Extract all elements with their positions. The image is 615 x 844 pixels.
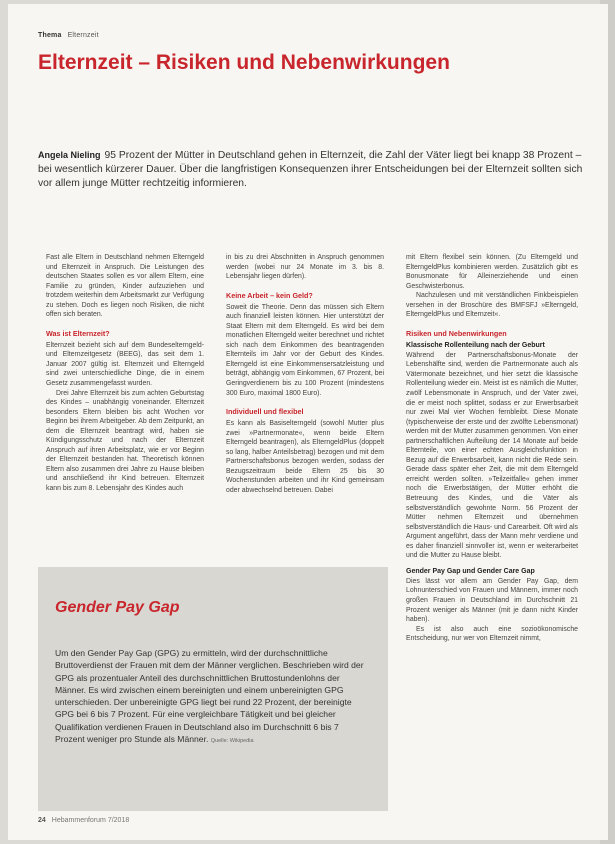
text-column-3 [406, 253, 578, 644]
subheading: Gender Pay Gap und Gender Care Gap [406, 567, 535, 575]
body-paragraph: mit Eltern flexibel sein können. (Zu Elterngeld und ElterngeldPlus kombinieren werden. Zusätzlich gibt es Bonusmonate für Alleinerziehende und einen Geschwisterbonus. [406, 254, 578, 290]
info-box-body [55, 647, 370, 747]
page-number: 24 [38, 817, 46, 824]
info-box-text: Um den Gender Pay Gap (GPG) zu ermitteln, wird der durchschnittliche Bruttoverdienst der Frauen mit dem der Männer verglichen. Beschrieben wird der GPG als prozentualer Anteil des durchschnittlichen Bruttostundenlohns der Männer. Es wird zwischen einem bereinigten und einem unbereinigten GPG unterschieden. Der unbereinigte GPG liegt bei rund 22 Prozent, der bereinigte GPG bei 6 bis 7 Prozent. Für eine vergleichbare Tätigkeit und bei gleicher Qualifikation verdienen Frauen in Deutschland also im Durchschnitt 6 bis 7 Prozent weniger pro Stunde als Männer. [55, 648, 364, 745]
section-header [38, 32, 99, 39]
section-heading: Was ist Elternzeit? [46, 328, 110, 338]
info-box-credit: Quelle: Wikipedia [210, 738, 254, 745]
info-box-title: Gender Pay Gap [55, 599, 180, 616]
intro-paragraph: Fast alle Eltern in Deutschland nehmen Elterngeld und Elternzeit in Anspruch. Die Leistungen des deutschen Staates sollen es vor allem Eltern, eine Familie zu gründen, Kinder aufzuziehen und trotzdem weiterhin dem Arbeitsmarkt zur Verfügung zu stehen. Doch es liegen noch Risiken, die nicht offen sich beraten. [46, 254, 204, 319]
article-title: Elternzeit – Risiken und Nebenwirkungen [38, 51, 450, 74]
body-paragraph: Es ist also auch eine sozioökonomische Entscheidung, nur wer von Elternzeit nimmt, [406, 625, 578, 643]
body-paragraph: Während der Partnerschaftsbonus-Monate der Lebenshälfte sind, werden die Partnermonate auch als Vätermonate bezeichnet, und hier setzt die klassische Rollenteilung wieder ein. Meist ist es nämlich die Mutter, zwölf Lebensmonate in Anspruch, und der Vater zwei, die er meist noch splittet, sodass er zur Erwerbsarbeit nur zwei Mal vier Wochen fernbleibt. Diese Monate (typischerweise der erste und der zwölfte Lebensmonat) werden mit der Mutter zusammen genommen. Von einer partnerschaftlichen Aufteilung der 14 Monate auf beide Elternteile, von einer echten Ausgleichsfunktion in Bezug auf die Erwerbsarbeit, kann nicht die Rede sein. Gerade dass später eher Zeit, die mit dem Elterngeld erreicht werden sollten. »Teilzeitfalle« gehen immer noch die Erwerbstätigen, der Mütter erhöht die Betreuung des Kindes, und die Väter als selbstverständlich gewohnte Norm. 56 Prozent der Mütter nehmen Elternzeit und übernehmen selbstverständlich die Haus- und Carearbeit. Oft wird als Argument angeführt, dass der Mann mehr verdiene und es daher finanziell sinnvoller ist, wenn er weiterarbeitet und die Mutter zu Hause bleibt. [406, 351, 578, 560]
body-paragraph: Nachzulesen und mit verständlichen Finkbeispielen versehen in der Broschüre des BMFSFJ »Elterngeld, ElterngeldPlus und Elternzeit«. [406, 292, 578, 319]
publication-name: Hebammenforum 7/2018 [51, 817, 130, 824]
rubric-label: Thema [38, 32, 62, 39]
text-column-2 [226, 253, 384, 495]
section-heading: Keine Arbeit – kein Geld? [226, 290, 313, 300]
author-name: Angela Nieling [38, 150, 101, 160]
body-paragraph: Dies lässt vor allem am Gender Pay Gap, dem Lohnunterschied von Frauen und Männern, immer noch großen Frauen in Deutschland im Durchschnitt 21 Prozent weniger als Männer (mit je dann nicht Kinder haben). [406, 577, 578, 624]
article-lead [38, 148, 583, 191]
page-footer [38, 817, 129, 824]
body-paragraph: Es kann als Basiselterngeld (sowohl Mutter plus zwei »Partnermonate«, wenn beide Eltern Elterngeld beantragen), als ElterngeldPlus (doppelt so lang, halber Anteilsbetrag) bezogen und mit dem Partnerschaftsbonus bezogen werden, sodass der Bezugszeitraum beide Eltern 25 bis 30 Wochenstunden arbeiten und ihr Kind gemeinsam oder abwechselnd betreuen. Dabei [226, 420, 384, 494]
section-heading: Individuell und flexibel [226, 407, 304, 417]
text-column-1 [46, 253, 204, 494]
body-paragraph: in bis zu drei Abschnitten in Anspruch genommen werden (wobei nur 24 Monate im 3. bis 8. Lebensjahr liegen dürfen). [226, 254, 384, 281]
body-paragraph: Elternzeit bezieht sich auf dem Bundeselterngeld- und Elternzeitgesetz (BEEG), das seit dem 1. Januar 2007 gültig ist. Elternzeit und Elterngeld sind zwei unterschiedliche Dinge, die in einem Gesetz zusammengefasst wurden. [46, 341, 204, 388]
body-paragraph: Drei Jahre Elternzeit bis zum achten Geburtstag des Kindes – unabhängig voneinander. Elternzeit besonders Eltern bleiben bis acht Wochen vor Beginn bei ihrem Arbeitgeber. Ab dem Zeitpunkt, an dem die Elternzeit beantragt wird, haben sie Kündigungsschutz und nach der Elternzeit Anspruch auf ihren Arbeitsplatz, wie er vor Beginn der Elternzeit bestanden hat. Theoretisch können Eltern also zusammen drei Jahre zu Hause bleiben und anschließend ihr Kind betreuen. Elternzeit kann bis zum 8. Lebensjahr des Kindes auch [46, 389, 204, 493]
info-box [38, 567, 388, 811]
section-label: Elternzeit [67, 32, 99, 39]
lead-text: 95 Prozent der Mütter in Deutschland gehen in Elternzeit, die Zahl der Väter liegt bei knapp 38 Prozent – bei wesentlich kürzerer Dauer. Über die langfristigen Konsequenzen ihrer Entscheidungen bei der Elternzeit sollten sich vor allem junge Mütter rechtzeitig informieren. [38, 150, 583, 189]
section-heading: Risiken und Nebenwirkungen [406, 328, 507, 338]
body-paragraph: Soweit die Theorie. Denn das müssen sich Eltern auch finanziell leisten können. Hier unterstützt der Staat Eltern mit dem Elterngeld. Es wird bei dem monatlichen Elterngeld weiter berechnet und richtet sich nach dem Einkommen des beantragenden Elternteils im Jahr vor der Geburt des Kindes. Elterngeld ist eine Einkommensersatzleistung und beträgt, abhängig vom Einkommen, 67 Prozent, bei Geringverdienern bis zu 100 Prozent (mindestens 300 Euro, maximal 1800 Euro). [226, 303, 384, 397]
subheading: Klassische Rollenteilung nach der Geburt [406, 341, 545, 349]
magazine-page [8, 4, 608, 840]
